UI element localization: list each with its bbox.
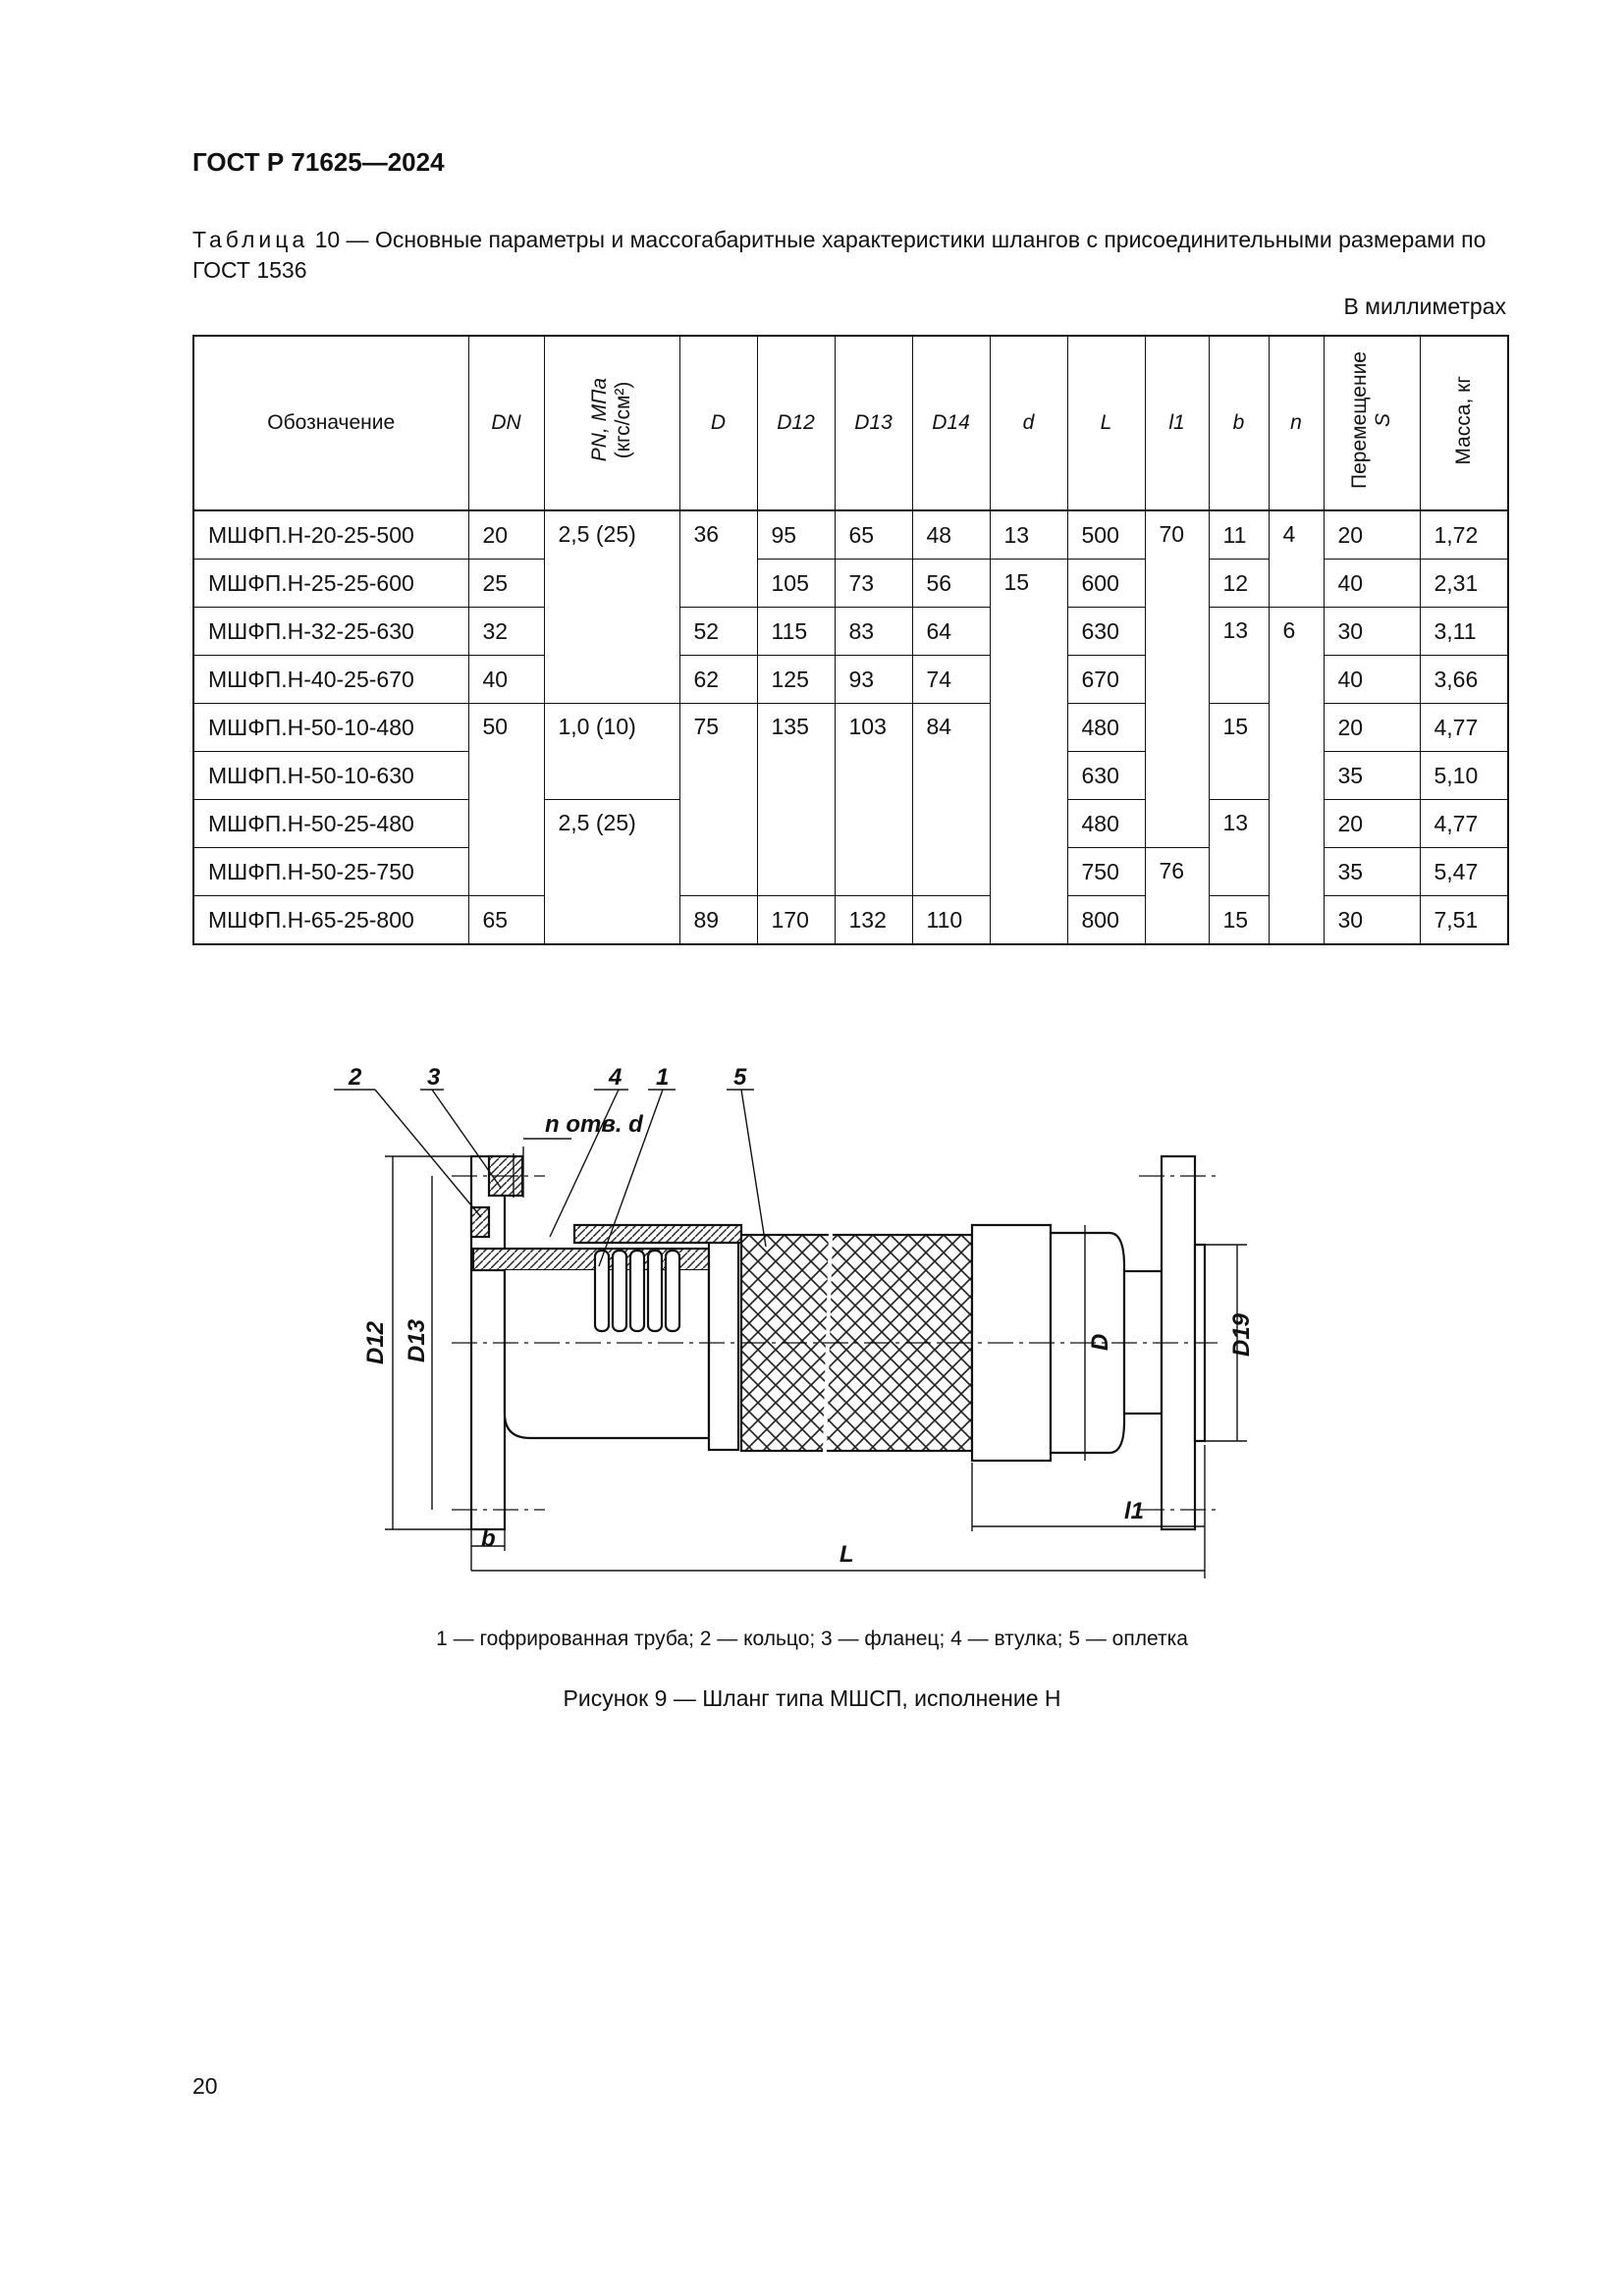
col-pn	[544, 336, 679, 510]
dim-d12: D12	[362, 1320, 389, 1364]
table-caption	[192, 225, 1508, 286]
col-designation: Обозначение	[193, 336, 468, 510]
dim-l: L	[839, 1541, 854, 1568]
cell-d-small: 15	[990, 560, 1067, 945]
col-d12: D12	[757, 336, 835, 510]
callout-2: 2	[349, 1064, 362, 1091]
cell-d13: 73	[835, 560, 912, 608]
ring-section	[471, 1207, 489, 1237]
cell-d14: 84	[912, 704, 990, 896]
cell-mass: 1,72	[1420, 510, 1508, 560]
cell-l: 630	[1067, 608, 1145, 656]
col-dn: DN	[468, 336, 544, 510]
cell-mass: 3,66	[1420, 656, 1508, 704]
cell-b: 12	[1209, 560, 1269, 608]
col-d14: D14	[912, 336, 990, 510]
parameters-table	[192, 335, 1509, 945]
figure-caption: Рисунок 9 — Шланг типа МШСП, исполнение Н	[563, 1685, 1061, 1711]
cell-n: 6	[1269, 608, 1324, 945]
cell-dn: 40	[468, 656, 544, 704]
table-row	[193, 510, 1508, 560]
cell-l: 750	[1067, 848, 1145, 896]
cell-d-big: 52	[679, 608, 757, 656]
col-s-sym: S	[1372, 412, 1394, 427]
cell-pn: 2,5 (25)	[544, 800, 679, 945]
cell-dn: 25	[468, 560, 544, 608]
col-d-big: D	[679, 336, 757, 510]
cell-l: 480	[1067, 704, 1145, 752]
cell-d14: 64	[912, 608, 990, 656]
units-note: В миллиметрах	[1343, 294, 1506, 319]
col-d-small: d	[990, 336, 1067, 510]
cell-d13: 93	[835, 656, 912, 704]
page-number: 20	[192, 2073, 218, 2099]
table-caption-text: 10 — Основные параметры и массогабаритные характеристики шлангов с присоединительными размерами по ГОСТ 1536	[192, 227, 1487, 283]
cell-mass: 5,10	[1420, 752, 1508, 800]
cell-mass: 5,47	[1420, 848, 1508, 896]
cell-dn: 50	[468, 704, 544, 896]
cell-dn: 20	[468, 510, 544, 560]
corrugations	[595, 1251, 679, 1331]
cell-d12: 105	[757, 560, 835, 608]
cell-s: 20	[1324, 800, 1420, 848]
cell-s: 40	[1324, 560, 1420, 608]
cell-dn: 65	[468, 896, 544, 945]
cell-s: 35	[1324, 848, 1420, 896]
table-row	[193, 608, 1508, 656]
col-d13: D13	[835, 336, 912, 510]
cell-d13: 103	[835, 704, 912, 896]
cell-s: 30	[1324, 896, 1420, 945]
dim-l1: l1	[1124, 1498, 1145, 1524]
cell-d13: 132	[835, 896, 912, 945]
cell-d-big: 62	[679, 656, 757, 704]
dim-b: b	[481, 1525, 496, 1552]
cell-d12: 115	[757, 608, 835, 656]
cell-b: 15	[1209, 704, 1269, 800]
cell-b: 13	[1209, 800, 1269, 896]
cell-d12: 125	[757, 656, 835, 704]
cell-designation: МШФП.Н-32-25-630	[193, 608, 468, 656]
col-n: n	[1269, 336, 1324, 510]
cell-designation: МШФП.Н-50-10-480	[193, 704, 468, 752]
cell-designation: МШФП.Н-50-25-750	[193, 848, 468, 896]
holes-label: n отв. d	[545, 1111, 643, 1138]
cell-l1: 70	[1145, 510, 1209, 848]
cell-d12: 95	[757, 510, 835, 560]
col-pn-unit: (кгс/см²)	[612, 381, 634, 459]
dim-d19: D19	[1228, 1312, 1255, 1357]
cell-designation: МШФП.Н-50-25-480	[193, 800, 468, 848]
cell-s: 20	[1324, 704, 1420, 752]
cell-l: 480	[1067, 800, 1145, 848]
corrugation-start	[709, 1242, 738, 1450]
cell-mass: 4,77	[1420, 704, 1508, 752]
cell-designation: МШФП.Н-50-10-630	[193, 752, 468, 800]
col-s	[1324, 336, 1420, 510]
figure-legend: 1 — гофрированная труба; 2 — кольцо; 3 — фланец; 4 — втулка; 5 — оплетка	[436, 1628, 1188, 1650]
dim-d13: D13	[404, 1318, 430, 1362]
cell-d13: 65	[835, 510, 912, 560]
cell-designation: МШФП.Н-40-25-670	[193, 656, 468, 704]
cell-s: 35	[1324, 752, 1420, 800]
table-caption-label: Таблица	[192, 227, 309, 252]
cell-l: 630	[1067, 752, 1145, 800]
cell-mass: 7,51	[1420, 896, 1508, 945]
cell-b: 15	[1209, 896, 1269, 945]
cell-designation: МШФП.Н-20-25-500	[193, 510, 468, 560]
cell-pn: 2,5 (25)	[544, 510, 679, 704]
sleeve	[574, 1225, 741, 1243]
cell-d-big: 89	[679, 896, 757, 945]
cell-s: 40	[1324, 656, 1420, 704]
callout-3: 3	[427, 1064, 441, 1091]
cell-d14: 48	[912, 510, 990, 560]
cell-d12: 135	[757, 704, 835, 896]
cell-d14: 56	[912, 560, 990, 608]
cell-d-big: 75	[679, 704, 757, 896]
dim-d: D	[1087, 1333, 1113, 1351]
document-header: ГОСТ Р 71625—2024	[192, 147, 445, 177]
cell-dn: 32	[468, 608, 544, 656]
cell-b: 13	[1209, 608, 1269, 704]
cell-b: 11	[1209, 510, 1269, 560]
cell-designation: МШФП.Н-65-25-800	[193, 896, 468, 945]
col-pn-label: PN, МПа	[588, 378, 611, 462]
col-mass-label: Масса, кг	[1451, 375, 1475, 465]
cell-l: 670	[1067, 656, 1145, 704]
cell-d12: 170	[757, 896, 835, 945]
cell-d-big: 36	[679, 510, 757, 608]
cell-designation: МШФП.Н-25-25-600	[193, 560, 468, 608]
cell-l: 800	[1067, 896, 1145, 945]
cell-l: 500	[1067, 510, 1145, 560]
cell-mass: 4,77	[1420, 800, 1508, 848]
cell-d13: 83	[835, 608, 912, 656]
cell-n: 4	[1269, 510, 1324, 608]
cell-s: 30	[1324, 608, 1420, 656]
col-l1: l1	[1145, 336, 1209, 510]
callout-4: 4	[609, 1064, 623, 1091]
cell-l1: 76	[1145, 848, 1209, 945]
cell-l: 600	[1067, 560, 1145, 608]
cell-d-small: 13	[990, 510, 1067, 560]
hose-drawing	[334, 1041, 1375, 1590]
cell-mass: 2,31	[1420, 560, 1508, 608]
col-s-label: Перемещение	[1348, 351, 1371, 489]
cell-mass: 3,11	[1420, 608, 1508, 656]
col-b: b	[1209, 336, 1269, 510]
cell-s: 20	[1324, 510, 1420, 560]
table-header-row	[193, 336, 1508, 510]
cell-pn: 1,0 (10)	[544, 704, 679, 800]
callout-5: 5	[733, 1064, 747, 1091]
cell-d14: 74	[912, 656, 990, 704]
col-l: L	[1067, 336, 1145, 510]
col-mass	[1420, 336, 1508, 510]
cell-d14: 110	[912, 896, 990, 945]
callout-1: 1	[656, 1064, 670, 1091]
